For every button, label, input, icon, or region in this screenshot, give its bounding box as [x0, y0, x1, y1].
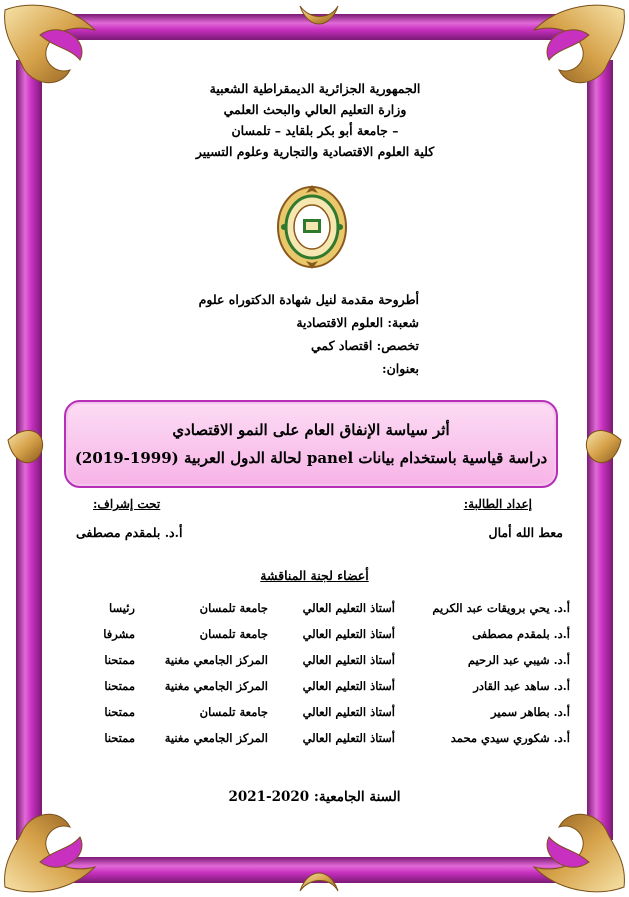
member-name: أ.د. ساهد عبد القادر — [473, 679, 570, 693]
ministry-line: وزارة التعليم العالي والبحث العلمي — [223, 102, 407, 117]
member-rank: أستاذ التعليم العالي — [302, 679, 395, 693]
republic-line: الجمهورية الجزائرية الديمقراطية الشعبية — [209, 81, 421, 96]
member-role: ممتحنا — [104, 731, 135, 745]
committee-row — [80, 653, 570, 679]
member-institution: جامعة تلمسان — [199, 601, 268, 615]
member-name: أ.د. شيبي عبد الرحيم — [467, 653, 570, 667]
university-emblem-icon — [274, 183, 350, 275]
thesis-info — [199, 288, 419, 380]
member-rank: أستاذ التعليم العالي — [302, 601, 395, 615]
member-name: أ.د. شكوري سيدي محمد — [450, 731, 570, 745]
member-institution: المركز الجامعي مغنية — [164, 679, 268, 693]
committee-row — [80, 601, 570, 627]
thesis-title-box — [64, 400, 558, 488]
supervisor-label: تحت إشراف: — [93, 497, 161, 511]
member-role: مشرفا — [103, 627, 135, 641]
member-institution: جامعة تلمسان — [199, 705, 268, 719]
member-institution: المركز الجامعي مغنية — [164, 653, 268, 667]
thesis-specialty: تخصص: اقتصاد كمي — [310, 338, 419, 353]
member-role: رئيسا — [109, 601, 135, 615]
member-rank: أستاذ التعليم العالي — [302, 653, 395, 667]
member-name: أ.د. يحي برويقات عبد الكريم — [432, 601, 570, 615]
faculty-line: كلية العلوم الاقتصادية والتجارية وعلوم التسيير — [195, 144, 435, 159]
member-institution: جامعة تلمسان — [199, 627, 268, 641]
member-role: ممتحنا — [104, 705, 135, 719]
member-rank: أستاذ التعليم العالي — [302, 627, 395, 641]
committee-row — [80, 731, 570, 757]
thesis-title-main: أثر سياسة الإنفاق العام على النمو الاقتصادي — [172, 421, 450, 439]
thesis-title-sub: دراسة قياسية باستخدام بيانات panel لحالة الدول العربية (1999-2019) — [74, 449, 548, 467]
thesis-branch: شعبة: العلوم الاقتصادية — [296, 315, 419, 330]
member-name: أ.د. بطاهر سمير — [491, 705, 570, 719]
member-role: ممتحنا — [104, 679, 135, 693]
institution-header — [150, 78, 480, 162]
member-rank: أستاذ التعليم العالي — [302, 731, 395, 745]
committee-row — [80, 627, 570, 653]
title-label: بعنوان: — [381, 361, 419, 376]
author-name: معط الله أمال — [488, 525, 563, 540]
thesis-degree: أطروحة مقدمة لنيل شهادة الدكتوراه علوم — [198, 292, 419, 307]
member-name: أ.د. بلمقدم مصطفى — [472, 627, 570, 641]
member-institution: المركز الجامعي مغنية — [164, 731, 268, 745]
author-label: إعداد الطالبة: — [463, 497, 532, 511]
academic-year: السنة الجامعية: 2020-2021 — [228, 789, 401, 805]
member-rank: أستاذ التعليم العالي — [302, 705, 395, 719]
member-role: ممتحنا — [104, 653, 135, 667]
committee-table — [80, 601, 570, 757]
committee-row — [80, 705, 570, 731]
committee-heading: أعضاء لجنة المناقشة — [260, 568, 369, 583]
university-line: جامعة أبو بكر بلقايد – تلمسان – — [231, 123, 399, 138]
supervisor-name: أ.د. بلمقدم مصطفى — [76, 525, 183, 540]
committee-row — [80, 679, 570, 705]
